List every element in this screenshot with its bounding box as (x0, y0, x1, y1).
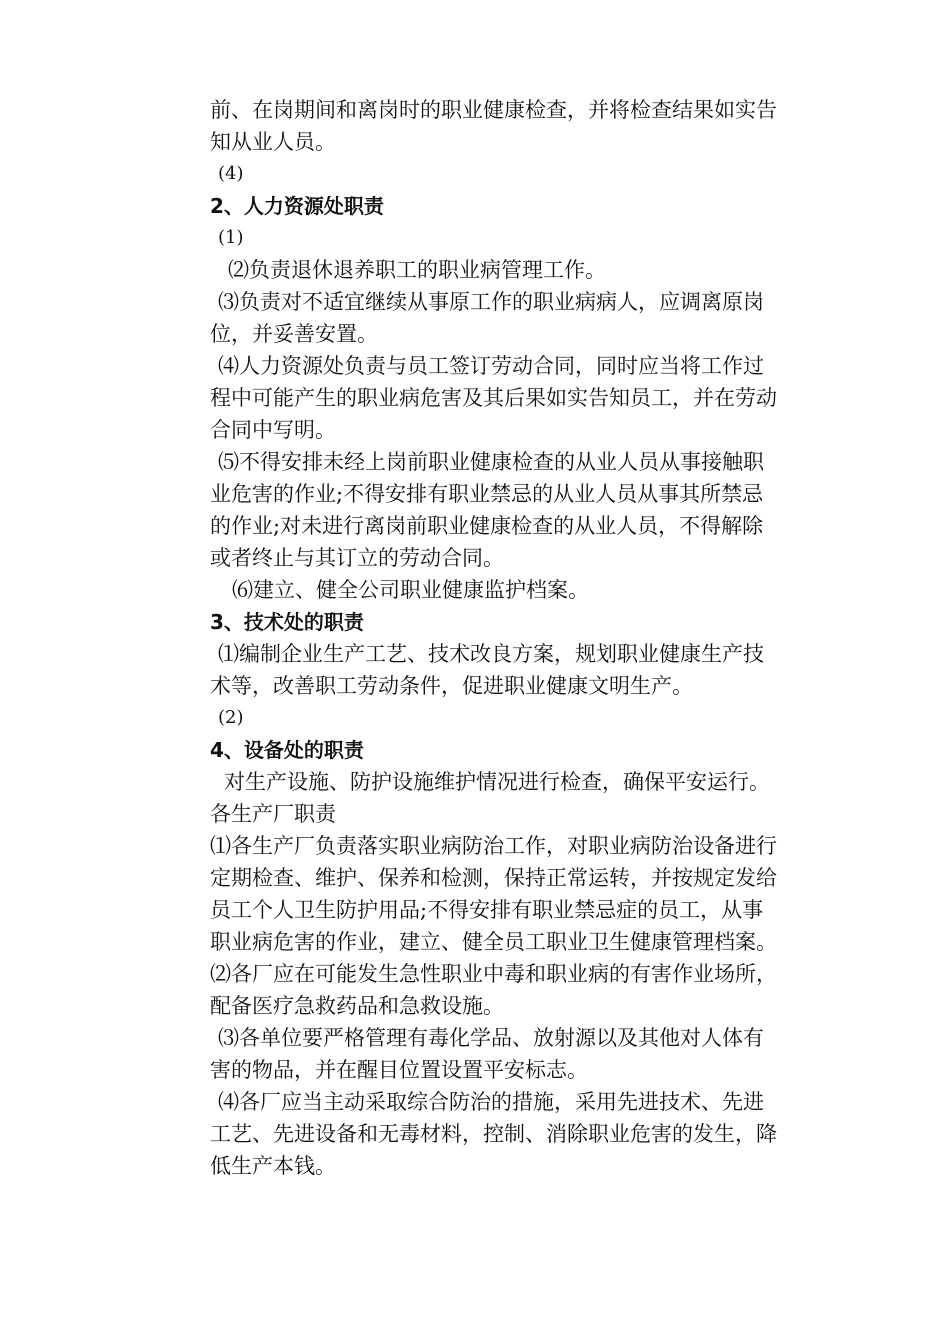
list-item: ⑷各厂应当主动采取综合防治的措施，采用先进技术、先进 (218, 1090, 764, 1114)
paragraph-line: 职业病危害的作业，建立、健全员工职业卫生健康管理档案。 (210, 930, 777, 954)
list-item: ⑶各单位要严格管理有毒化学品、放射源以及其他对人体有 (218, 1026, 764, 1050)
paragraph-line: 的作业;对未进行离岗前职业健康检查的从业人员，不得解除 (210, 514, 764, 538)
paragraph-line: 配备医疗急救药品和急救设施。 (210, 994, 504, 1018)
list-item: ⑴编制企业生产工艺、技术改良方案，规划职业健康生产技 (218, 642, 764, 666)
paragraph-line: 前、在岗期间和离岗时的职业健康检查，并将检查结果如实告 (210, 98, 777, 122)
list-item: ⑸不得安排未经上岗前职业健康检查的从业人员从事接触职 (218, 450, 764, 474)
section-heading-tech: 3、技术处的职责 (210, 610, 364, 634)
section-heading-hr: 2、人力资源处职责 (210, 194, 384, 218)
list-item: ⑶负责对不适宜继续从事原工作的职业病病人，应调离原岗 (218, 290, 764, 314)
list-item: ⑵各厂应在可能发生急性职业中毒和职业病的有害作业场所， (210, 962, 777, 986)
paragraph-line: 知从业人员。 (210, 130, 336, 154)
list-item: ⑴各生产厂负责落实职业病防治工作，对职业病防治设备进行 (210, 834, 777, 858)
list-item: ⑹建立、健全公司职业健康监护档案。 (232, 578, 589, 602)
paragraph-line: 低生产本钱。 (210, 1154, 336, 1178)
paragraph-line: 或者终止与其订立的劳动合同。 (210, 546, 504, 570)
paragraph-line: 对生产设施、防护设施维护情况进行检查，确保平安运行。 (224, 770, 770, 794)
document-page (210, 94, 820, 1182)
paragraph-line: 合同中写明。 (210, 418, 336, 442)
paragraph-line: 业危害的作业;不得安排有职业禁忌的从业人员从事其所禁忌 (210, 482, 764, 506)
paragraph-line: 位，并妥善安置。 (210, 322, 378, 346)
paragraph-line: 定期检查、维护、保养和检测，保持正常运转，并按规定发给 (210, 866, 777, 890)
list-item: ⑷人力资源处负责与员工签订劳动合同，同时应当将工作过 (218, 354, 764, 378)
paragraph-line: 术等，改善职工劳动条件，促进职业健康文明生产。 (210, 674, 693, 698)
paragraph-line: 员工个人卫生防护用品;不得安排有职业禁忌症的员工，从事 (210, 898, 764, 922)
list-item-number: (4) (218, 163, 244, 184)
paragraph-line: 工艺、先进设备和无毒材料，控制、消除职业危害的发生，降 (210, 1122, 777, 1146)
section-heading-factory: 各生产厂职责 (210, 802, 336, 826)
paragraph-line: 害的物品，并在醒目位置设置平安标志。 (210, 1058, 588, 1082)
list-item: ⑵负责退休退养职工的职业病管理工作。 (228, 258, 606, 282)
list-item-number: (1) (218, 227, 244, 248)
list-item-number: (2) (218, 707, 244, 728)
section-heading-equipment: 4、设备处的职责 (210, 738, 364, 762)
paragraph-line: 程中可能产生的职业病危害及其后果如实告知员工，并在劳动 (210, 386, 777, 410)
